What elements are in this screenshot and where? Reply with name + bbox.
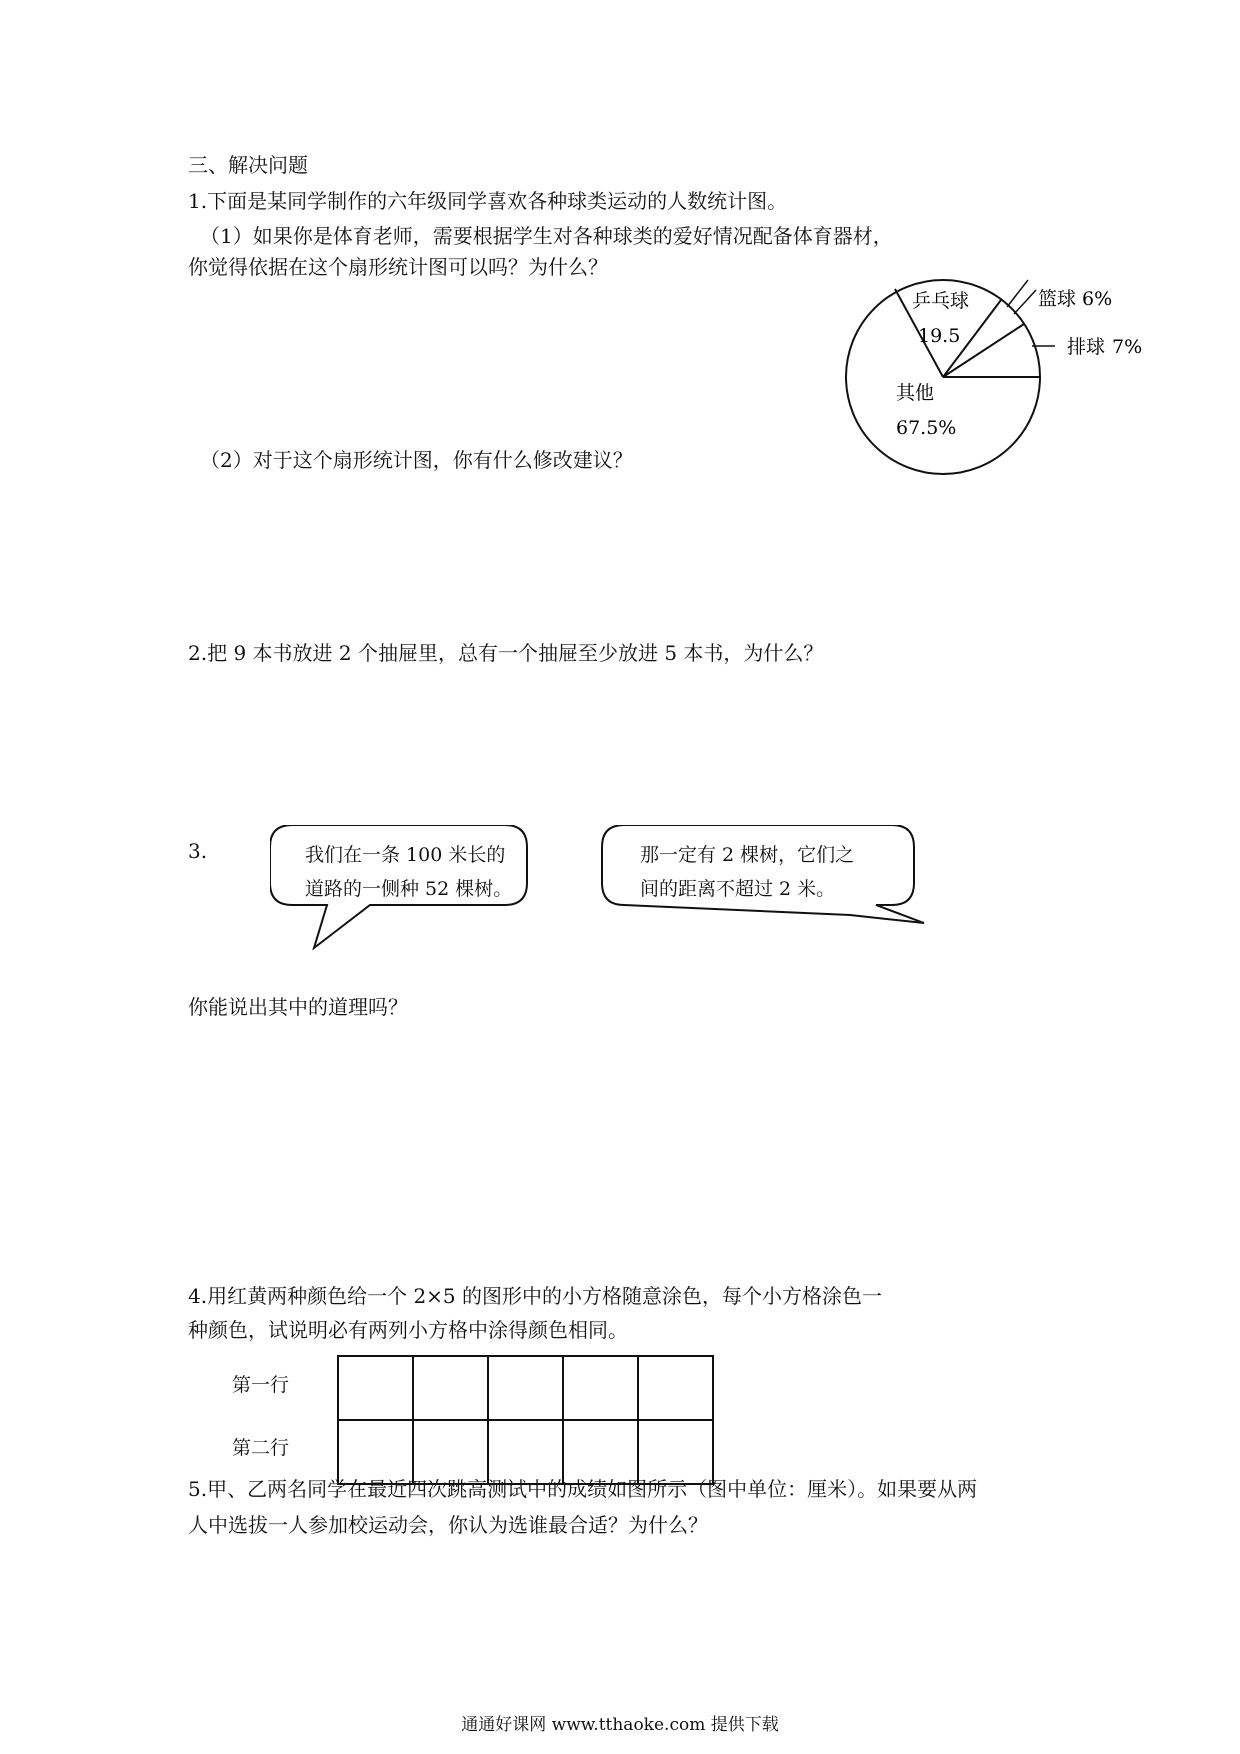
slice-label-volleyball: 排球 (1067, 336, 1106, 358)
q1-part1-line2: 你觉得依据在这个扇形统计图可以吗？为什么？ (188, 255, 608, 279)
slice-label-other: 其他 (896, 382, 935, 404)
q5-line2: 人中选拔一人参加校运动会，你认为选谁最合适？为什么？ (188, 1513, 708, 1537)
q2-text: 2.把 9 本书放进 2 个抽屉里，总有一个抽屉至少放进 5 本书，为什么？ (188, 641, 824, 665)
slice-label-basketball: 篮球 (1038, 288, 1077, 310)
bubble-left-line2: 道路的一侧种 52 棵树。 (305, 878, 513, 900)
grid-cell (413, 1356, 488, 1420)
grid-cell (638, 1356, 713, 1420)
grid-cell (488, 1356, 563, 1420)
page-footer: 通通好课网 www.tthaoke.com 提供下载 (461, 1715, 779, 1735)
grid-row (338, 1356, 713, 1420)
pie-chart (820, 272, 1190, 492)
grid-row2-label: 第二行 (232, 1437, 290, 1459)
q1-part1-line1: （1）如果你是体育老师，需要根据学生对各种球类的爱好情况配备体育器材， (200, 224, 893, 248)
bubble-right-line2: 间的距离不超过 2 米。 (640, 878, 836, 900)
section-title: 三、解决问题 (188, 153, 308, 177)
grid-row1-label: 第一行 (232, 1374, 290, 1396)
q4-line2: 种颜色，试说明必有两列小方格中涂得颜色相同。 (188, 1318, 628, 1342)
grid-cell (563, 1356, 638, 1420)
q5-line1: 5.甲、乙两名同学在最近四次跳高测试中的成绩如图所示（图中单位：厘米）。如果要从两 (188, 1477, 978, 1501)
bubble-right-line1: 那一定有 2 棵树，它们之 (640, 844, 855, 866)
q3-number: 3. (188, 839, 208, 863)
q4-line1: 4.用红黄两种颜色给一个 2×5 的图形中的小方格随意涂色，每个小方格涂色一 (188, 1284, 883, 1308)
slice-value-basketball: 6% (1082, 288, 1113, 310)
bubble-left-line1: 我们在一条 100 米长的 (305, 844, 506, 866)
slice-value-other: 67.5% (896, 417, 957, 439)
grid-cell (338, 1356, 413, 1420)
q1-stem: 1.下面是某同学制作的六年级同学喜欢各种球类运动的人数统计图。 (188, 189, 788, 213)
slice-label-pingpong: 乒乓球 (912, 290, 970, 312)
q1-part2: （2）对于这个扇形统计图，你有什么修改建议？ (200, 448, 633, 472)
q3-question: 你能说出其中的道理吗？ (188, 995, 408, 1019)
slice-value-volleyball: 7% (1112, 336, 1143, 358)
slice-value-pingpong: 19.5 (918, 325, 961, 347)
grid-2x5 (337, 1355, 714, 1485)
